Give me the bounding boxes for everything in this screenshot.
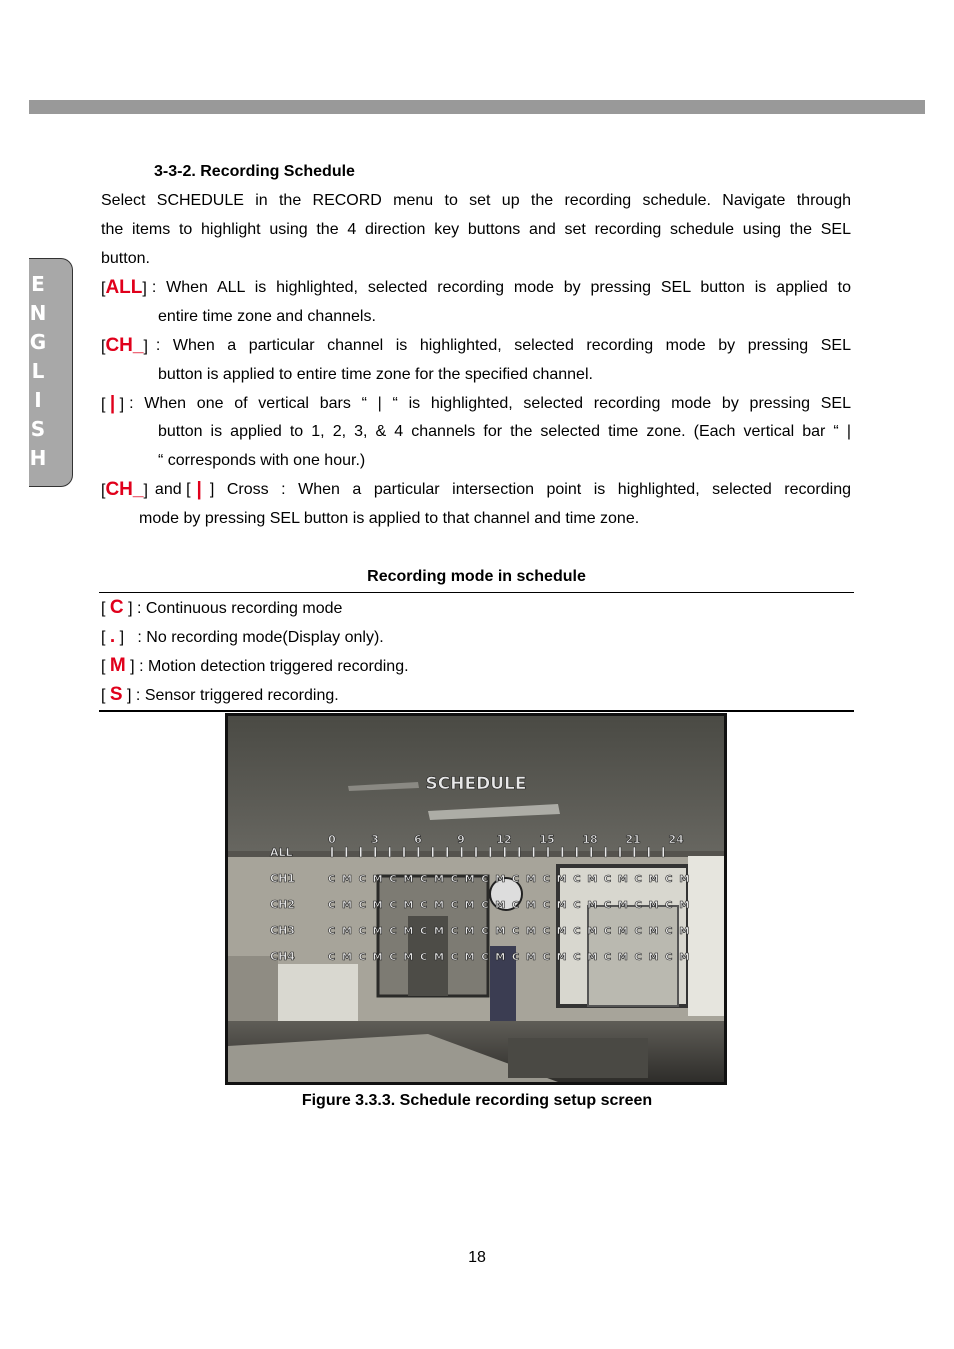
osd-all-label: ALL — [270, 846, 293, 859]
section-title: 3-3-2. Recording Schedule — [154, 163, 355, 180]
osd-hour: 24 — [668, 833, 684, 846]
intro-line: the items to highlight using the 4 direction key buttons and set recording schedule using the SEL — [101, 221, 851, 238]
osd-hour-bar — [360, 847, 362, 857]
osd-hour-bar — [417, 847, 419, 857]
item-cross-line2: mode by pressing SEL button is applied to that channel and time zone. — [139, 510, 640, 527]
header-bar — [29, 100, 925, 114]
osd-row-pattern: C M C M C M C M C M C M C M C M C M C M C M C M — [328, 900, 691, 911]
osd-channel-label: CH1 — [270, 872, 295, 885]
osd-hour-bar — [432, 847, 434, 857]
osd-hour-bar — [619, 847, 621, 857]
mode-key: M — [109, 655, 126, 676]
figure-caption: Figure 3.3.3. Schedule recording setup screen — [301, 1092, 653, 1109]
key-ch: CH_ — [105, 335, 144, 356]
side-tab-letter: E — [31, 272, 45, 296]
osd-hour-bar — [533, 847, 535, 857]
modes-top-rule — [99, 592, 854, 593]
key-bar: | — [109, 393, 116, 414]
osd-hour-bar — [461, 847, 463, 857]
osd-hour-bar — [374, 847, 376, 857]
side-tab-letter: N — [29, 301, 47, 325]
intro-line: Select SCHEDULE in the RECORD menu to set up the recording schedule. Navigate through — [101, 192, 851, 209]
page-number: 18 — [468, 1249, 486, 1266]
mode-row: [ C ] : Continuous recording mode — [101, 597, 343, 618]
osd-hour-bar — [518, 847, 520, 857]
osd-channel-label: CH3 — [270, 924, 295, 937]
osd-hour-bar — [475, 847, 477, 857]
osd-hour-bar — [605, 847, 607, 857]
osd-hour: 21 — [625, 833, 641, 846]
item-bar-line3: “ corresponds with one hour.) — [158, 452, 366, 469]
language-side-tab — [29, 258, 73, 487]
osd-row-pattern: C M C M C M C M C M C M C M C M C M C M C M C M — [328, 952, 691, 963]
osd-channel-label: CH4 — [270, 950, 295, 963]
osd-hour-bar — [504, 847, 506, 857]
osd-hour-bar — [590, 847, 592, 857]
item-all-line2: entire time zone and channels. — [158, 308, 376, 325]
side-tab-letter: L — [31, 359, 45, 383]
schedule-screen-svg — [228, 716, 724, 1082]
mode-key: . — [109, 626, 116, 647]
item-bar-line2: button is applied to 1, 2, 3, & 4 channels for the selected time zone. (Each vertical bar “ | — [158, 423, 851, 440]
osd-title: SCHEDULE — [425, 774, 527, 794]
osd-hour-bar — [446, 847, 448, 857]
schedule-screen-image — [225, 713, 727, 1085]
osd-hour-bar — [331, 847, 333, 857]
osd-hour: 18 — [582, 833, 598, 846]
osd-hour-bar — [633, 847, 635, 857]
osd-hour: 3 — [371, 833, 379, 846]
osd-hour: 12 — [496, 833, 512, 846]
modes-title: Recording mode in schedule — [367, 568, 586, 585]
mode-row: [ . ] : No recording mode(Display only). — [101, 626, 384, 647]
osd-hour-bar — [489, 847, 491, 857]
osd-hour-bar — [389, 847, 391, 857]
osd-row-pattern: C M C M C M C M C M C M C M C M C M C M C M C M — [328, 926, 691, 937]
osd-hour-bar — [547, 847, 549, 857]
item-ch-line2: button is applied to entire time zone for the specified channel. — [158, 366, 593, 383]
osd-channel-label: CH2 — [270, 898, 295, 911]
mode-key: S — [109, 684, 123, 705]
key-cross-bar: | — [196, 479, 202, 500]
side-tab-letter: H — [29, 446, 47, 470]
osd-hour-bar — [403, 847, 405, 857]
osd-hour-bar — [345, 847, 347, 857]
item-bar: [ | ] : When one of vertical bars “ | “ is highlighted, selected recording mode by pressing SEL — [101, 393, 851, 414]
side-tab-letter: S — [30, 417, 46, 441]
osd-hour: 15 — [539, 833, 555, 846]
osd-hour-bar — [648, 847, 650, 857]
osd-hour: 0 — [328, 833, 336, 846]
osd-row-pattern: C M C M C M C M C M C M C M C M C M C M C M C M — [328, 874, 691, 885]
key-all: ALL — [105, 277, 143, 298]
mode-row: [ M ] : Motion detection triggered recording. — [101, 655, 409, 676]
intro-line: button. — [101, 250, 150, 267]
side-tab-letter: I — [34, 388, 42, 412]
mode-row: [ S ] : Sensor triggered recording. — [101, 684, 339, 705]
osd-hour-bar — [576, 847, 578, 857]
osd-hour-bar — [561, 847, 563, 857]
key-cross-ch: CH_ — [105, 479, 144, 500]
side-tab-letter: G — [29, 330, 47, 354]
osd-hour: 6 — [414, 833, 422, 846]
osd-hour-bar — [662, 847, 664, 857]
osd-hour: 9 — [457, 833, 465, 846]
mode-key: C — [109, 597, 124, 618]
item-ch: [CH_] : When a particular channel is highlighted, selected recording mode by pressing SEL — [101, 335, 851, 356]
modes-bottom-rule — [99, 710, 854, 712]
item-cross: [CH_] and [ | ] Cross : When a particular intersection point is highlighted, selected recording — [101, 479, 851, 500]
item-all: [ALL] : When ALL is highlighted, selected recording mode by pressing SEL button is applied to — [101, 277, 851, 298]
